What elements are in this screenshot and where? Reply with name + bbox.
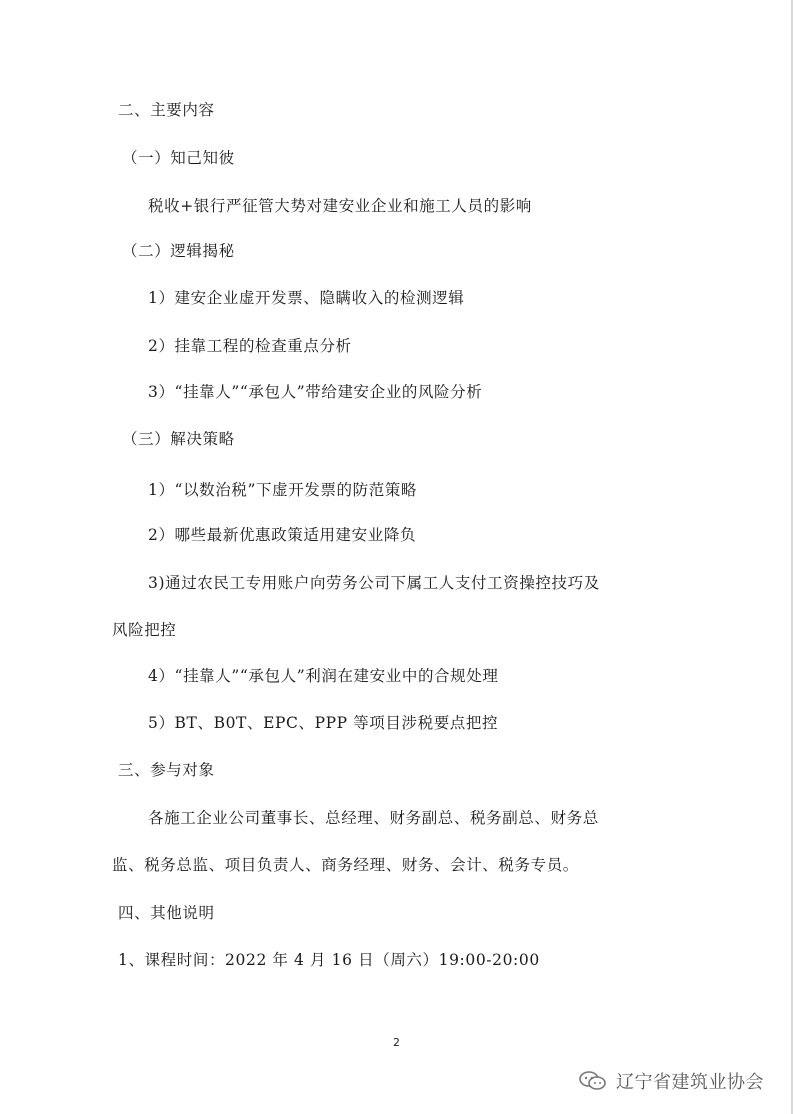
subsection-heading-1: （一）知己知彼	[122, 149, 235, 167]
page-number: 2	[393, 1036, 400, 1049]
watermark	[578, 1068, 764, 1094]
list-item: 2）哪些最新优惠政策适用建安业降负	[148, 526, 417, 544]
wechat-icon	[578, 1070, 608, 1092]
list-item-continuation: 风险把控	[112, 621, 177, 639]
subsection-heading-3: （三）解决策略	[122, 430, 235, 448]
list-item: 1）建安企业虚开发票、隐瞒收入的检测逻辑	[148, 289, 465, 307]
list-item: 4）“挂靠人”“承包人”利润在建安业中的合规处理	[148, 667, 499, 685]
list-item: 3）“挂靠人”“承包人”带给建安企业的风险分析	[148, 383, 483, 401]
paragraph-line: 税收+银行严征管大势对建安业企业和施工人员的影响	[148, 197, 532, 215]
section-heading-participants: 三、参与对象	[118, 761, 215, 779]
watermark-text: 辽宁省建筑业协会	[616, 1072, 764, 1093]
section-heading-other-notes: 四、其他说明	[118, 904, 215, 922]
list-item: 2）挂靠工程的检查重点分析	[148, 337, 352, 355]
paragraph-line: 监、税务总监、项目负责人、商务经理、财务、会计、税务专员。	[112, 856, 579, 874]
list-item: 5）BT、B0T、EPC、PPP 等项目涉税要点把控	[148, 714, 499, 732]
list-item: 3)通过农民工专用账户向劳务公司下属工人支付工资操控技巧及	[148, 574, 600, 592]
course-time: 1、课程时间：2022 年 4 月 16 日（周六）19:00-20:00	[118, 951, 540, 969]
subsection-heading-2: （二）逻辑揭秘	[122, 242, 235, 260]
paragraph-line: 各施工企业公司董事长、总经理、财务副总、税务副总、财务总	[148, 809, 599, 827]
section-heading-main-content: 二、主要内容	[118, 101, 215, 119]
list-item: 1）“以数治税”下虚开发票的防范策略	[148, 481, 418, 499]
